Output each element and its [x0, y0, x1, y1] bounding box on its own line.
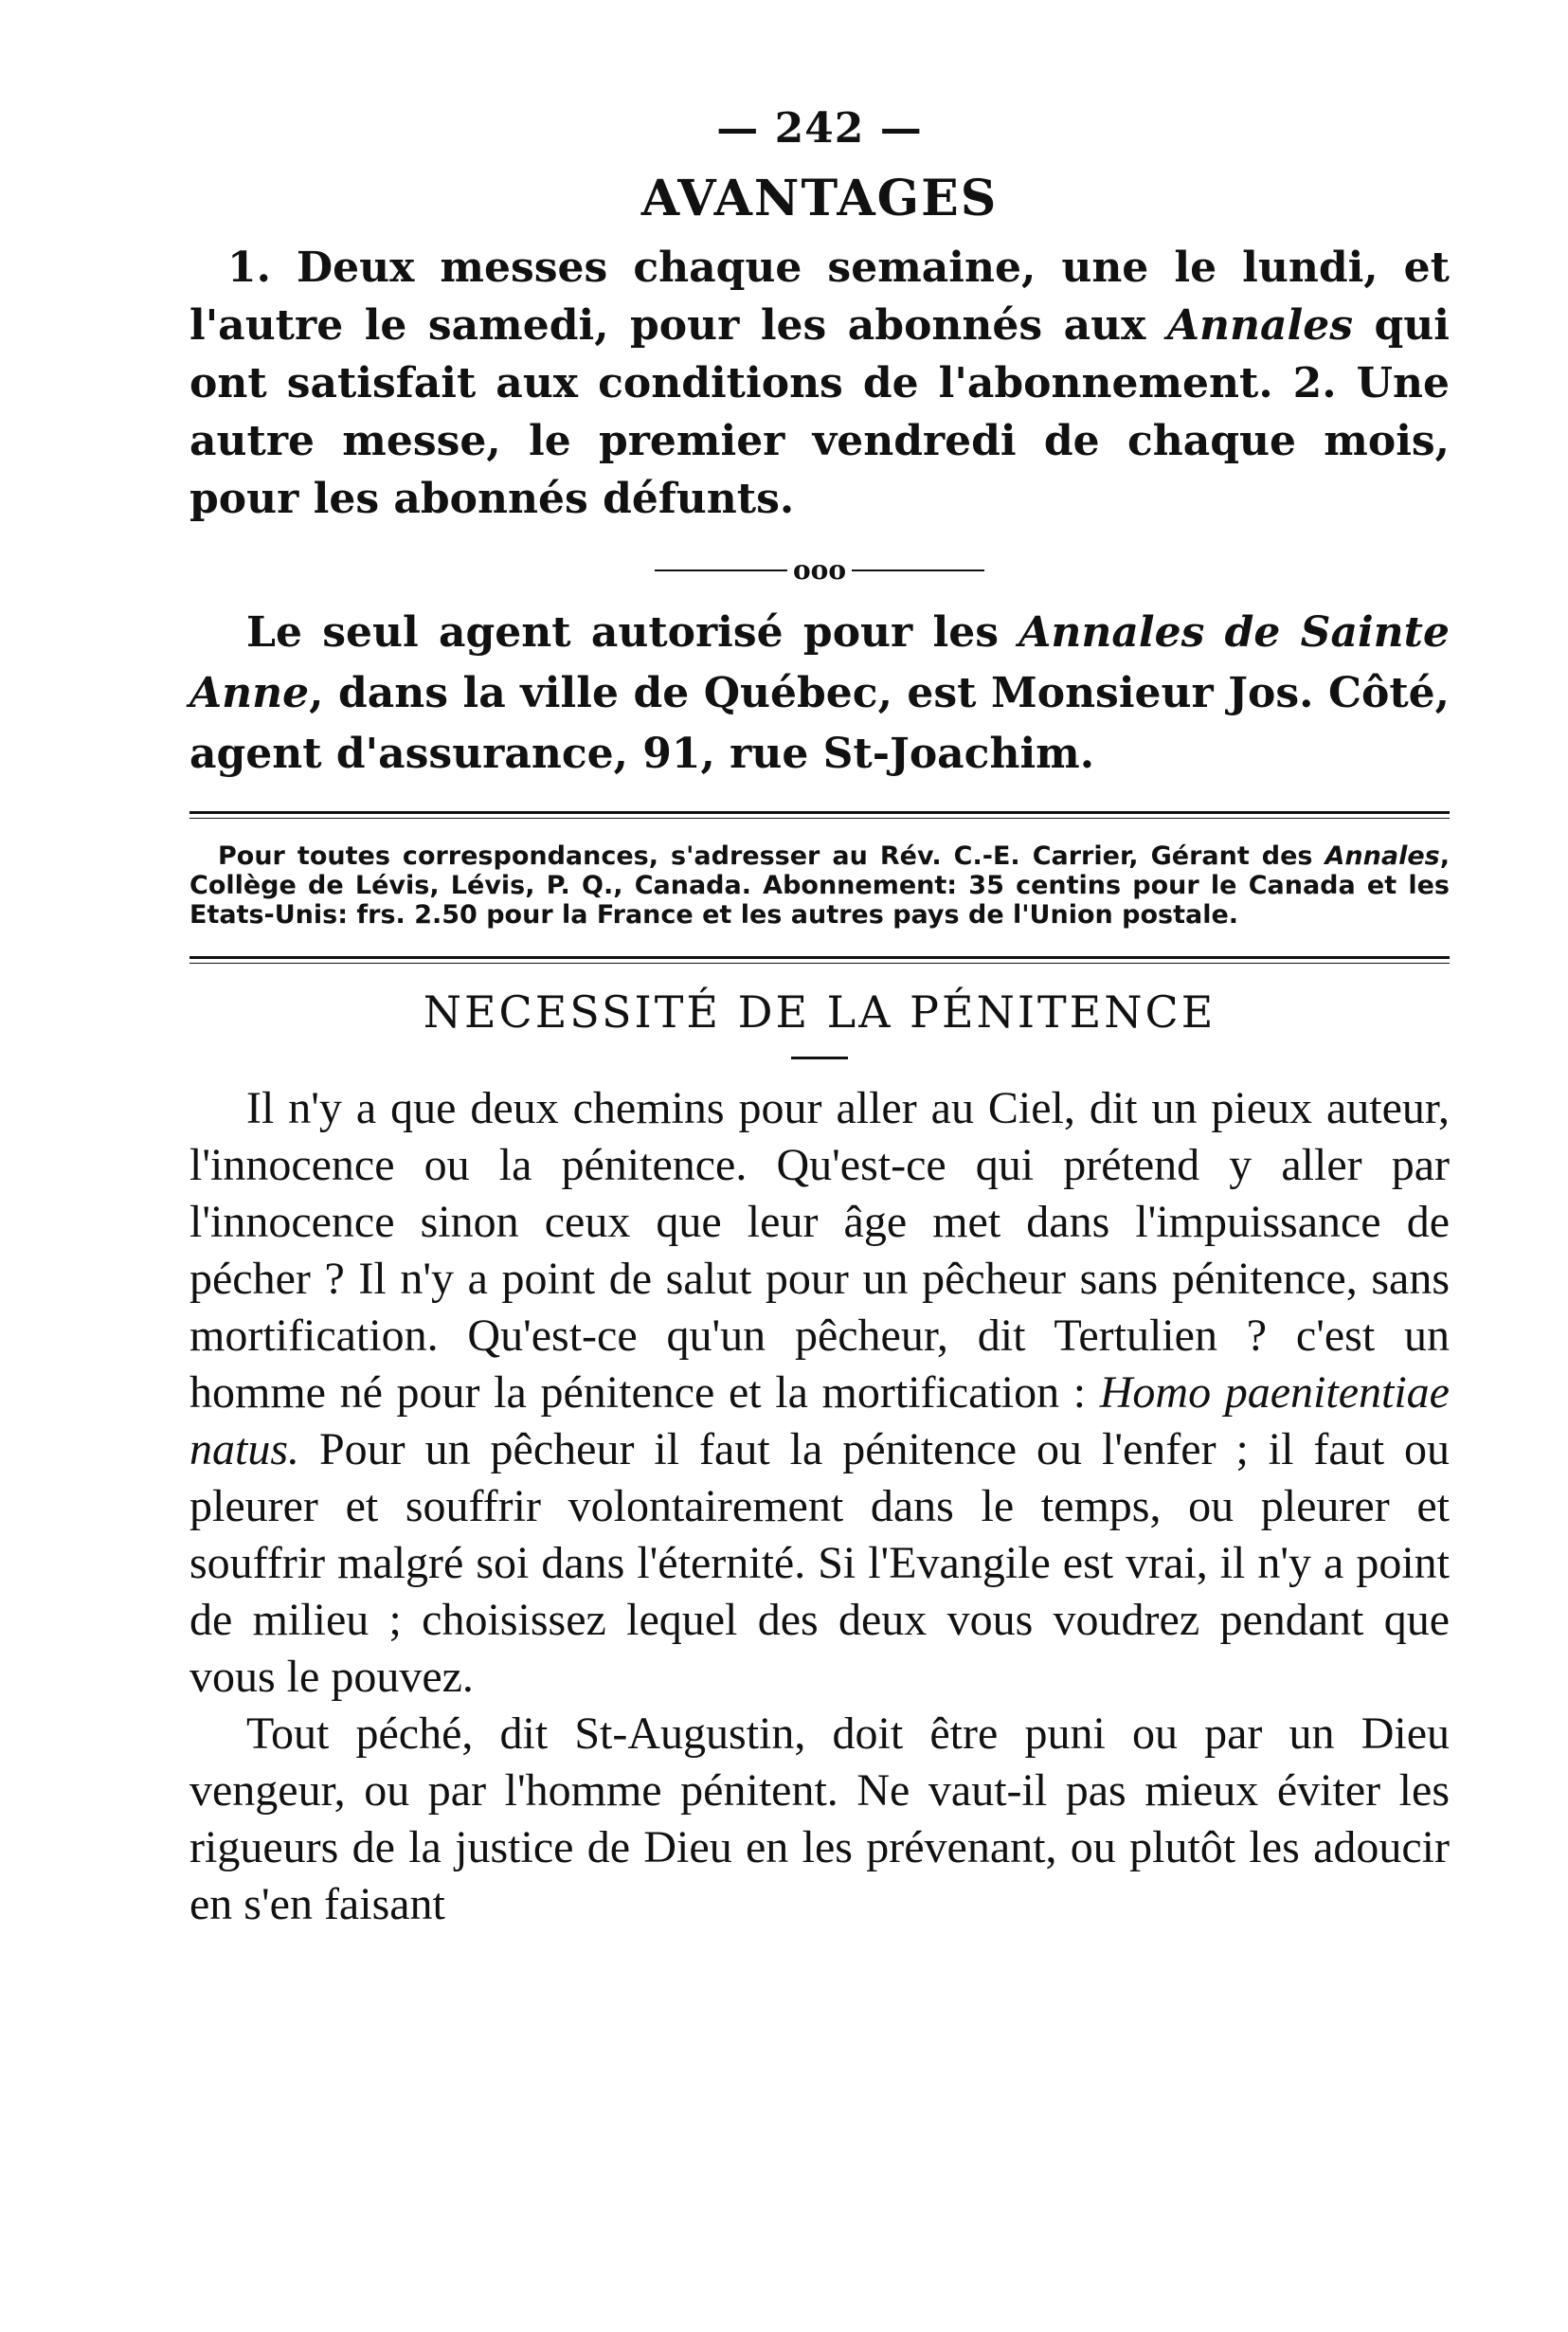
paragraph-1-start: Il n'y a que deux chemins pour aller au Ciel, dit un pieux auteur, l'innocence ou la pénitence. Qu'est-ce qui prétend y aller par l'innocence sinon ceux que leur âge met dans l'impuissance de pécher ? Il n'y a point de salut pour un pêcheur sans pénitence, sans mortification. Qu'est-ce qu'un pêcheur, dit Tertulien ? c'est un homme né pour la pénitence et la mortification :	[189, 1083, 1450, 1418]
correspondence-end: , Collège de Lévis, Lévis, P. Q., Canada. Abonnement: 35 centins pour le Canada et les Etats-Unis: frs. 2.50 pour la France et les autres pays de l'Union postale.	[189, 841, 1450, 930]
advantages-paragraph	[189, 239, 1450, 528]
advantages-heading: AVANTAGES	[640, 170, 999, 227]
correspondence-start: Pour toutes correspondances, s'adresser au Rév. C.-E. Carrier, Gérant des	[218, 841, 1325, 871]
article-paragraph-2: Tout péché, dit St-Augustin, doit être puni ou par un Dieu vengeur, ou par l'homme pénitent. Ne vaut-il pas mieux éviter les rigueurs de la justice de Dieu en les prévenant, ou plutôt les adoucir en s'en faisant	[189, 1708, 1450, 1929]
agent-notice-end: , dans la ville de Québec, est Monsieur Jos. Côté, agent d'assurance, 91, rue St-Joachim.	[189, 669, 1450, 778]
ornament-mark: ooo	[792, 554, 847, 586]
title-underline	[791, 1057, 848, 1059]
document-page	[189, 104, 1450, 1933]
article-body	[189, 1080, 1450, 1933]
divider-rule-top	[189, 811, 1450, 819]
correspondence-italic: Annales	[1325, 841, 1440, 871]
paragraph-1-end: Pour un pêcheur il faut la pénitence ou l'enfer ; il faut ou pleurer et souffrir volontairement dans le temps, ou pleurer et souffrir malgré soi dans l'éternité. Si l'Evangile est vrai, il n'y a point de milieu ; choisissez lequel des deux vous voudrez pendant que vous le pouvez.	[189, 1424, 1450, 1702]
divider-rule-bottom	[189, 956, 1450, 964]
advantages-text-start: 1. Deux messes chaque semaine, une le lundi, et l'autre le samedi, pour les abonnés aux	[189, 244, 1450, 350]
agent-notice-start: Le seul agent autorisé pour les	[246, 608, 1019, 657]
ornament-line-right	[852, 569, 984, 571]
article-title: NECESSITÉ DE LA PÉNITENCE	[423, 986, 1217, 1038]
correspondence-notice	[189, 841, 1450, 930]
article-paragraph-1	[189, 1080, 1450, 1706]
agent-notice	[189, 603, 1450, 785]
ornament-line-left	[655, 569, 787, 571]
ornament-divider	[189, 554, 1450, 586]
latin-quote: Homo paenitentiae natus.	[189, 1367, 1450, 1474]
agent-notice-title: Annales de Sainte Anne	[189, 608, 1450, 717]
annales-italic: Annales	[1166, 301, 1354, 350]
page-number: — 242 —	[716, 104, 923, 153]
advantages-text-end: qui ont satisfait aux conditions de l'abonnement. 2. Une autre messe, le premier vendredi de chaque mois, pour les abonnés défunts.	[189, 301, 1450, 523]
